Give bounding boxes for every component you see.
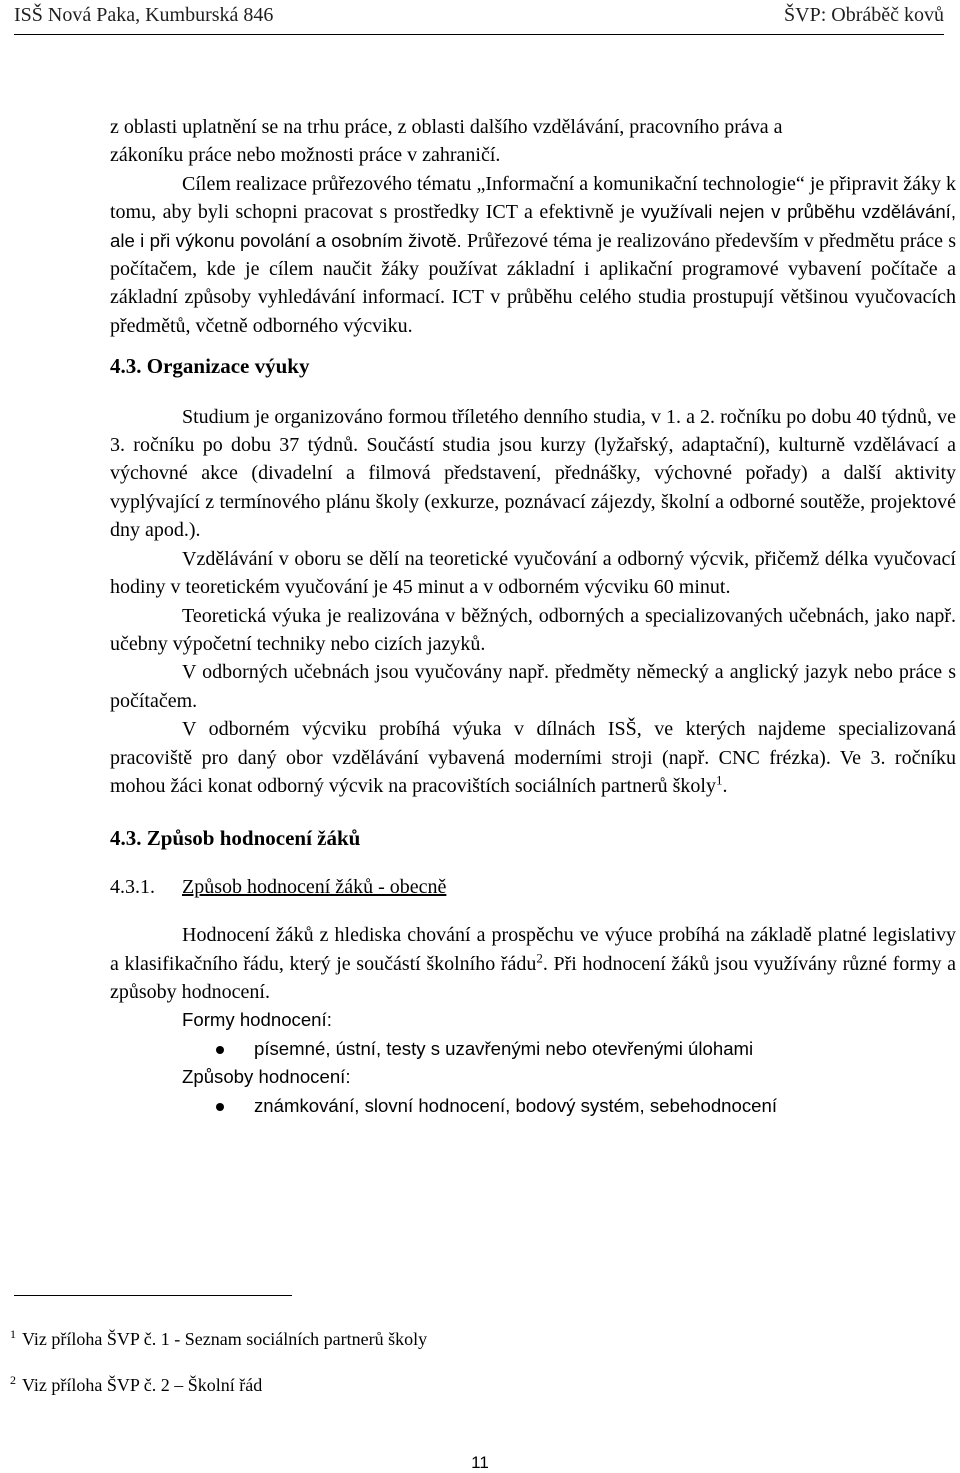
ict-paragraph: [110, 170, 956, 340]
organizace-p4: V odborných učebnách jsou vyučovány např. předměty německý a anglický jazyk nebo práce s počítačem.: [110, 661, 956, 712]
footnote-2: [10, 1374, 950, 1396]
organizace-p5: [110, 715, 956, 800]
organizace-p2: Vzdělávání v oboru se dělí na teoretické vyučování a odborný výcvik, přičemž délka vyučovací hodiny v teoretickém vyučování je 45 minut a v odborném výcviku 60 minut.: [110, 547, 956, 599]
hodnoceni-paragraph: [110, 921, 956, 1006]
hodnoceni-text-b: . Při hodnocení žáků jsou využívány různé formy a způsoby hodnocení.: [110, 952, 956, 1003]
intro-paragraph: [110, 113, 956, 170]
list-item: [110, 1035, 956, 1063]
ict-text-d: ICT v průběhu celého studia prostupují většinou vyučovacích předmětů, včetně odborného výcviku.: [110, 286, 956, 337]
footnotes: [10, 1328, 950, 1420]
organizace-p3: Teoretická výuka je realizována v běžných, odborných a specializovaných učebnách, jako např. učebny výpočetní techniky nebo cizích jazyků.: [110, 604, 956, 655]
page-header: [14, 0, 944, 35]
footnote-separator: [14, 1295, 292, 1296]
subheading-title: Způsob hodnocení žáků - obecně: [182, 875, 447, 898]
ict-text-b: využívali nejen v průběhu vzdělávání, ale i při výkonu povolání a osobním životě.: [110, 201, 956, 251]
organizace-p5-text: V odborném výcviku probíhá výuka v dílnách ISŠ, ve kterých najdeme specializovaná pracoviště pro daný obor vzdělávání vybavená moderními stroji (např. CNC frézka). Ve 3. ročníku mohou žáci konat odborný výcvik na pracovištích sociálních partnerů školy: [110, 718, 956, 797]
ict-text-c: Průřezové téma je realizováno především v předmětu práce s počítačem, kde je cílem naučit žáky používat základní i aplikační programové vybavení počítače a základní způsoby vyhledávání informací.: [110, 229, 956, 309]
bullet-icon: [216, 1046, 224, 1054]
footnote-1: [10, 1328, 950, 1350]
zpusoby-label-text: Způsoby hodnocení:: [182, 1066, 351, 1088]
heading-organizace: 4.3. Organizace výuky: [110, 354, 310, 379]
subheading-number: 4.3.1.: [110, 875, 155, 898]
formy-label: [110, 1006, 956, 1034]
document-body: [110, 113, 956, 1120]
header-school: ISŠ Nová Paka, Kumburská 846: [14, 4, 274, 26]
hodnoceni-text-a: Hodnocení žáků z hlediska chování a prospěchu ve výuce probíhá na základě platné legislativy a klasifikačního řádu, který je součástí školního řádu: [110, 924, 956, 975]
formy-item-text: písemné, ústní, testy s uzavřenými nebo otevřenými úlohami: [254, 1037, 754, 1059]
heading-hodnoceni: 4.3. Způsob hodnocení žáků: [110, 826, 361, 851]
intro-line-2: zákoníku práce nebo možnosti práce v zahraničí.: [110, 144, 501, 167]
zpusoby-list: [110, 1092, 956, 1120]
intro-line-1: z oblasti uplatnění se na trhu práce, z oblasti dalšího vzdělávání, pracovního práva a: [110, 116, 783, 138]
formy-label-text: Formy hodnocení:: [182, 1009, 332, 1031]
zpusoby-item-text: známkování, slovní hodnocení, bodový systém, sebehodnocení: [254, 1094, 778, 1116]
subheading-hodnoceni-obecne: [110, 873, 956, 901]
formy-list: [110, 1035, 956, 1063]
list-item: [110, 1092, 956, 1120]
footnote-mark: 1: [10, 1327, 16, 1341]
ict-text-a: Cílem realizace průřezového tématu „Informační a komunikační technologie“ je připravit žáky k tomu, aby byli schopni pracovat s prostředky ICT a efektivně je: [110, 172, 956, 224]
bullet-icon: [216, 1103, 224, 1111]
footnote-ref-2: 2: [536, 949, 543, 965]
organizace-p5-end: .: [722, 774, 728, 797]
footnote-text: Viz příloha ŠVP č. 1 - Seznam sociálních partnerů školy: [22, 1329, 428, 1349]
page-number: 11: [471, 1453, 489, 1472]
footnote-text: Viz příloha ŠVP č. 2 – Školní řád: [22, 1375, 263, 1395]
header-program: ŠVP: Obráběč kovů: [784, 4, 944, 26]
footnote-ref-1: 1: [715, 772, 723, 788]
zpusoby-label: [110, 1063, 956, 1091]
footnote-mark: 2: [10, 1373, 16, 1387]
organizace-p1: Studium je organizováno formou tříletého denního studia, v 1. a 2. ročníku po dobu 40 týdnů, ve 3. ročníku po dobu 37 týdnů. Součástí studia jsou kurzy (lyžařský, adaptační), kulturně vzdělávací a výchovné akce (divadelní a filmová představení, přednášky, výchovné pořady) a další aktivity vyplývající z termínového plánu školy (exkurze, poznávací zájezdy, školní a odborné soutěže, projektové dny apod.).: [110, 405, 956, 542]
